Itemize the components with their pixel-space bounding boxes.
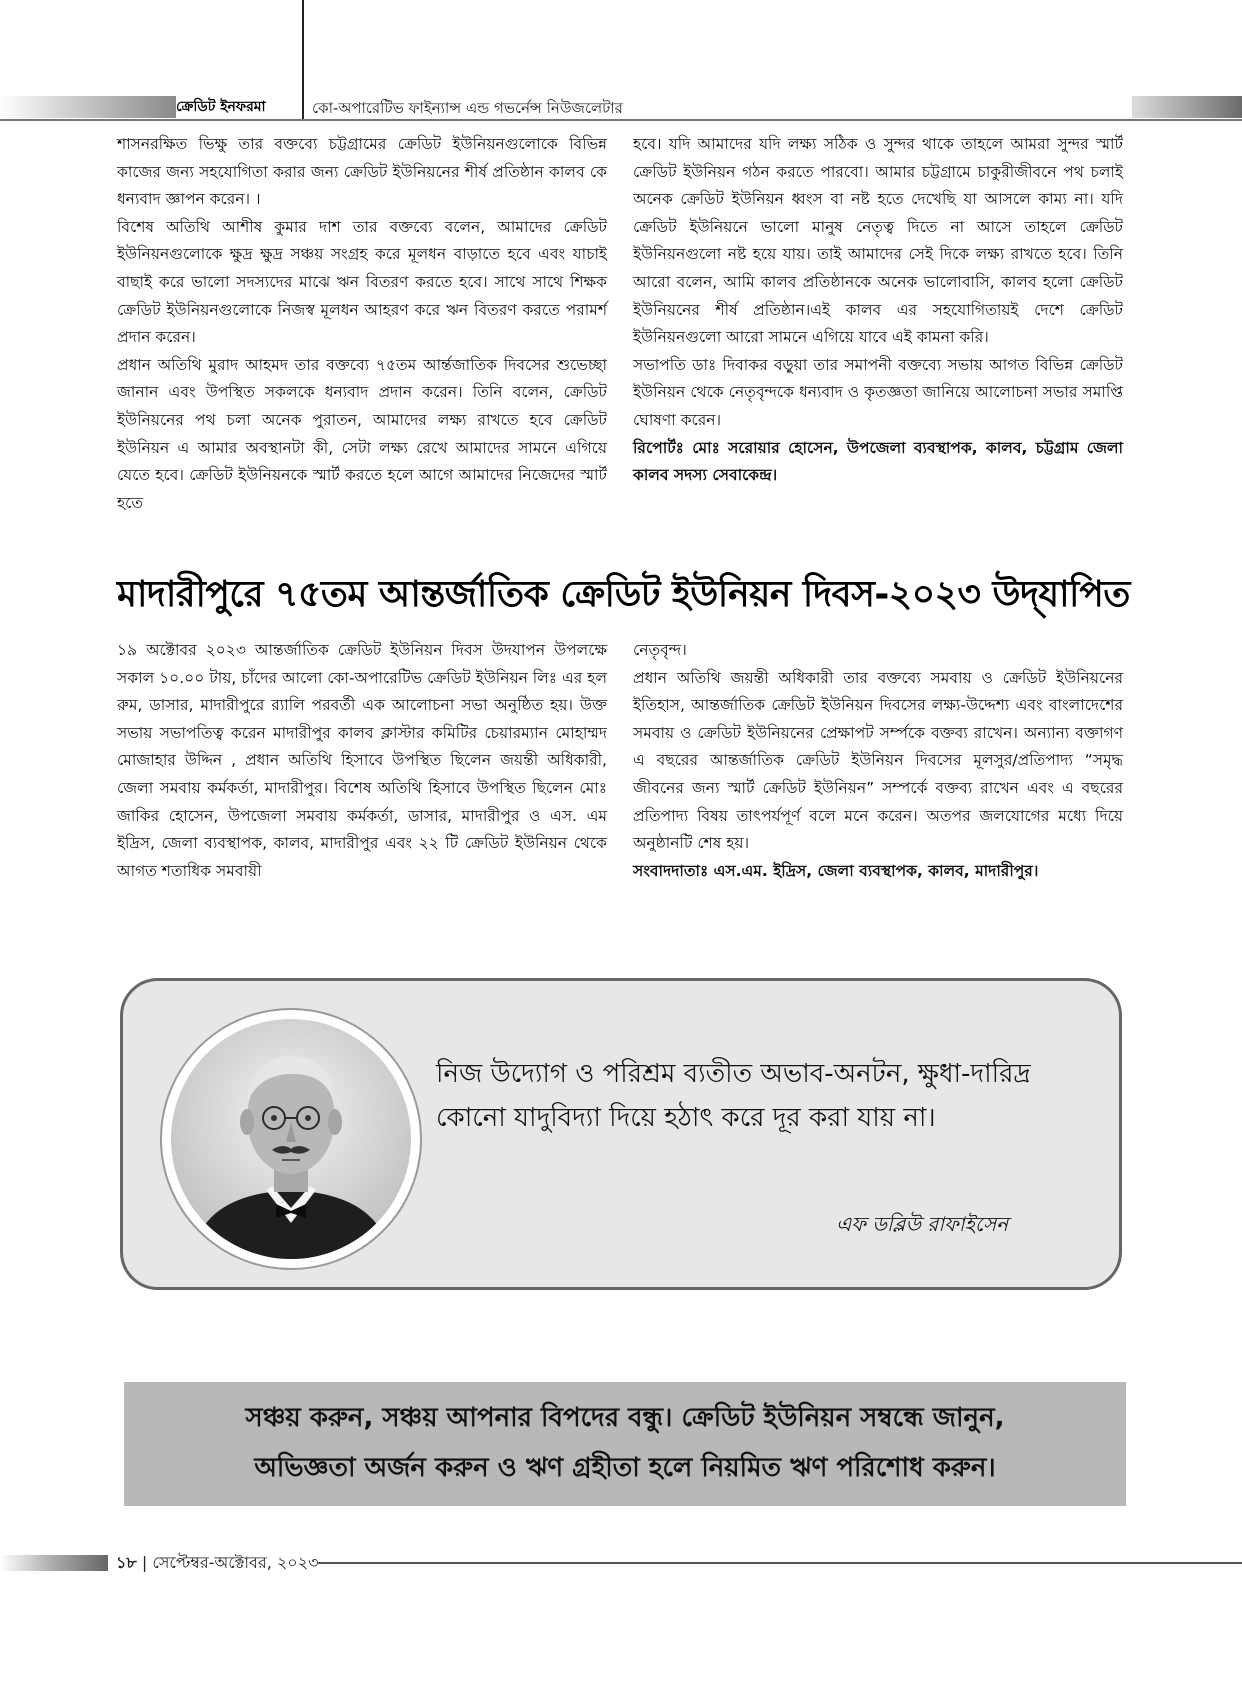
article2-right-column	[633, 637, 1123, 885]
article1-left-column	[117, 131, 607, 517]
portrait-photo	[160, 1008, 422, 1270]
paragraph: হবে। যদি আমাদের যদি লক্ষ্য সঠিক ও সুন্দর থাকে তাহলে আমরা সুন্দর স্মার্ট ক্রেডিট ইউনিয়ন গঠন করতে পারবো। আমার চট্টগ্রামে চাকুরীজীবনে পথ চলাই অনেক ক্রেডিট ইউনিয়ন ধ্বংস বা নষ্ট হতে দেখেছি যা আসলে কাম্য না। যদি ক্রেডিট ইউনিয়নে ভালো মানুষ নেতৃত্ব দিতে না আসে তাহলে ক্রেডিট ইউনিয়নগুলো নষ্ট হয়ে যায়। তাই আমাদের সেই দিকে লক্ষ্য রাখতে হবে। তিনি আরো বলেন, আমি কালব প্রতিষ্ঠানকে অনেক ভালোবাসি, কালব হলো ক্রেডিট ইউনিয়নের শীর্ষ প্রতিষ্ঠান।এই কালব এর সহযোগিতায়ই দেশে ক্রেডিট ইউনিয়নগুলো আরো সামনে এগিয়ে যাবে এই কামনা করি।	[633, 135, 1123, 347]
article1-right-column	[633, 131, 1123, 490]
slogan-banner	[124, 1382, 1126, 1506]
article2-left-column	[117, 637, 607, 885]
paragraph: ১৯ অক্টোবর ২০২৩ আন্তর্জাতিক ক্রেডিট ইউনিয়ন দিবস উদযাপন উপলক্ষে সকাল ১০.০০ টায়, চাঁদের আলো কো-অপারেটিভ ক্রেডিট ইউনিয়ন লিঃ এর হল রুম, ডাসার, মাদারীপুরে র‍্যালি পরবর্তী এক আলোচনা সভা অনুষ্ঠিত হয়। উক্ত সভায় সভাপতিত্ব করেন মাদারীপুর কালব ক্লাস্টার কমিটির চেয়ারম্যান মোহাম্মদ মোজাহার উদ্দিন , প্রধান অতিথি হিসাবে উপস্থিত ছিলেন জয়ন্তী অধিকারী, জেলা সমবায় কর্মকর্তা, মাদারীপুর। বিশেষ অতিথি হিসাবে উপস্থিত ছিলেন মোঃ জাকির হোসেন, উপজেলা সমবায় কর্মকর্তা, ডাসার, মাদারীপুর ও এস. এম ইদ্রিস, জেলা ব্যবস্থাপক, কালব, মাদারীপুর এবং ২২ টি ক্রেডিট ইউনিয়ন থেকে আগত শতাধিক সমবায়ী	[117, 641, 607, 880]
footer-gradient-band	[0, 1555, 108, 1571]
paragraph: বিশেষ অতিথি আশীষ কুমার দাশ তার বক্তব্যে বলেন, আমাদের ক্রেডিট ইউনিয়নগুলোকে ক্ষুদ্র ক্ষুদ্র সঞ্চয় সংগ্রহ করে মূলধন বাড়াতে হবে এবং যাচাই বাছাই করে ভালো সদস্যদের মাঝে ঋন বিতরণ করতে হবে। সাথে সাথে শিক্ষক ক্রেডিট ইউনিয়নগুলোকে নিজস্ব মূলধন আহরণ করে ঋন বিতরণ করতে পরামর্শ প্রদান করেন।	[117, 217, 607, 347]
quote-author: এফ ডব্লিউ রাফাইসেন	[836, 1212, 1009, 1236]
article2-headline: মাদারীপুরে ৭৫তম আন্তর্জাতিক ক্রেডিট ইউনিয়ন দিবস-২০২৩ উদ্‌যাপিত	[117, 574, 1130, 615]
paragraph: প্রধান অতিথি জয়ন্তী অধিকারী তার বক্তব্যে সমবায় ও ক্রেডিট ইউনিয়নের ইতিহাস, আন্তর্জাতিক ক্রেডিট ইউনিয়ন দিবসের লক্ষ্য-উদ্দেশ্য এবং বাংলাদেশের সমবায় ও ক্রেডিট ইউনিয়নের প্রেক্ষাপট সর্ম্পকে বক্তব্য রাখেন। অন্যান্য বক্তাগণ এ বছরের আন্তর্জাতিক ক্রেডিট ইউনিয়ন দিবসের মূলসুর/প্রতিপাদ্য “সমৃদ্ধ জীবনের জন্য স্মার্ট ক্রেডিট ইউনিয়ন” সম্পর্কে বক্তব্য রাখেন এবং এ বছরের প্রতিপাদ্য বিষয় তাৎপর্যপূর্ণ বলে মনে করেন। অতপর জলযোগের মধ্যে দিয়ে অনুষ্ঠানটি শেষ হয়।	[633, 668, 1123, 853]
portrait-illustration	[170, 1018, 412, 1260]
reporter-credit: সংবাদদাতাঃ এস.এম. ইদ্রিস, জেলা ব্যবস্থাপক, কালব, মাদারীপুর।	[633, 861, 1039, 880]
paragraph: শাসনরক্ষিত ভিক্ষু তার বক্তব্যে চট্টগ্রামের ক্রেডিট ইউনিয়নগুলোকে বিভিন্ন কাজের জন্য সহযোগিতা করার জন্য ক্রেডিট ইউনিয়নের শীর্ষ প্রতিষ্ঠান কালব কে ধন্যবাদ জ্ঞাপন করেন। ।	[117, 135, 607, 209]
paragraph: প্রধান অতিথি মুরাদ আহমদ তার বক্তব্যে ৭৫তম আর্ন্তজাতিক দিবসের শুভেচ্ছা জানান এবং উপস্থিত সকলকে ধন্যবাদ প্রদান করেন। তিনি বলেন, ক্রেডিট ইউনিয়নের পথ চলা অনেক পুরাতন, আমাদের লক্ষ্য রাখতে হবে ক্রেডিট ইউনিয়ন এ আমার অবস্থানটা কী, সেটা লক্ষ্য রেখে আমাদের সামনে এগিয়ে যেতে হবে। ক্রেডিট ইউনিয়নকে স্মার্ট করতে হলে আগে আমাদের নিজেদের স্মার্ট হতে	[117, 355, 607, 512]
issue-date: সেপ্টেম্বর-অক্টোবর, ২০২৩	[152, 1553, 319, 1572]
slogan-line-2: অভিজ্ঞতা অর্জন করুন ও ঋণ গ্রহীতা হলে নিয়মিত ঋণ পরিশোধ করুন।	[254, 1453, 996, 1483]
paragraph: নেতৃবৃন্দ।	[633, 641, 687, 659]
footer-separator: |	[141, 1553, 148, 1572]
header-divider	[302, 0, 304, 120]
header-gradient-band	[0, 96, 176, 118]
masthead-logo: ক্রেডিট ইনফরমা	[176, 99, 266, 115]
slogan-line-1: সঞ্চয় করুন, সঞ্চয় আপনার বিপদের বন্ধু। ক্রেডিট ইউনিয়ন সম্বন্ধে জানুন,	[245, 1403, 1005, 1433]
reporter-credit: রিপোর্টঃ মোঃ সরোয়ার হোসেন, উপজেলা ব্যবস্থাপক, কালব, চট্টগ্রাম জেলা কালব সদস্য সেবাকেন্দ্র।	[633, 438, 1123, 485]
footer-rule	[318, 1562, 1242, 1564]
header-rule	[0, 119, 1242, 121]
header-gradient-band-right	[1132, 96, 1242, 118]
footer-issue	[116, 1552, 319, 1574]
quote-text: নিজ উদ্যোগ ও পরিশ্রম ব্যতীত অভাব-অনটন, ক্ষুধা-দারিদ্র কোনো যাদুবিদ্যা দিয়ে হঠাৎ করে দূর করা যায় না।	[436, 1059, 1031, 1133]
newsletter-title: কো-অপারেটিভ ফাইন্যান্স এন্ড গভর্নেন্স নিউজলেটার	[312, 99, 623, 117]
paragraph: সভাপতি ডাঃ দিবাকর বড়ুয়া তার সমাপনী বক্তব্যে সভায় আগত বিভিন্ন ক্রেডিট ইউনিয়ন থেকে নেতৃবৃন্দকে ধন্যবাদ ও কৃতজ্ঞতা জানিয়ে আলোচনা সভার সমাপ্তি ঘোষণা করেন।	[633, 355, 1123, 429]
page-number: ১৮	[116, 1553, 137, 1572]
